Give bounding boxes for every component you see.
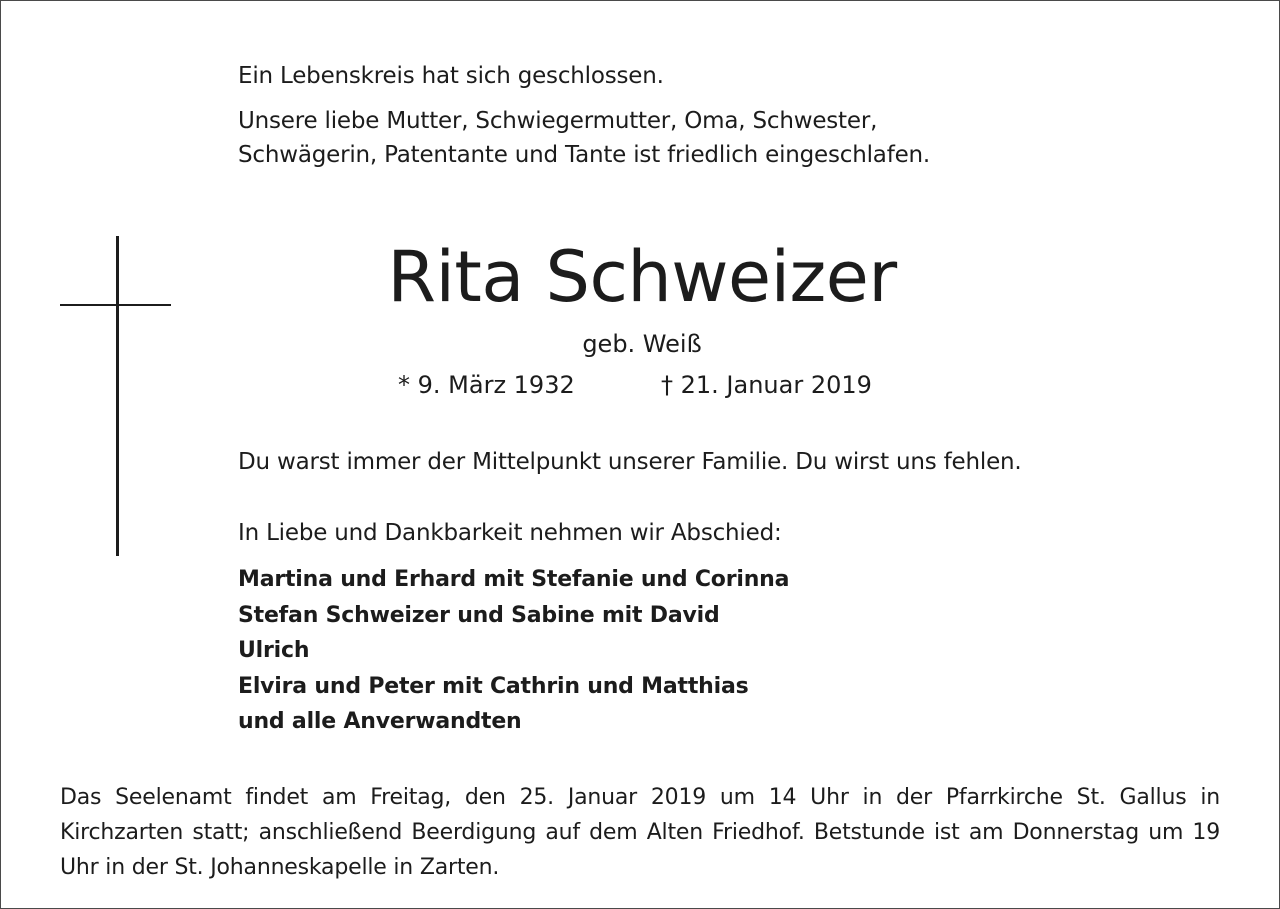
mourners-list — [238, 562, 789, 740]
intro-line-1: Ein Lebenskreis hat sich geschlossen. — [238, 63, 664, 89]
death-date: † 21. Januar 2019 — [661, 371, 872, 399]
intro-line-3: Schwägerin, Patentante und Tante ist friedlich eingeschlafen. — [238, 142, 931, 168]
mourner-line: Elvira und Peter mit Cathrin und Matthias — [238, 673, 749, 699]
mourner-line: Stefan Schweizer und Sabine mit David — [238, 602, 720, 628]
mourner-line: Martina und Erhard mit Stefanie und Corinna — [238, 567, 790, 592]
tribute-text: Du warst immer der Mittelpunkt unserer Familie. Du wirst uns fehlen. — [238, 449, 1022, 475]
birth-date: * 9. März 1932 — [398, 371, 575, 399]
birth-name: geb. Weiß — [582, 330, 702, 358]
mourner-line: Ulrich — [238, 638, 310, 663]
deceased-name: Rita Schweizer — [387, 236, 897, 318]
intro-line-2: Unsere liebe Mutter, Schwiegermutter, Oma, Schwester, — [238, 108, 878, 134]
mourner-line: und alle Anverwandten — [238, 709, 522, 734]
funeral-notice: Das Seelenamt findet am Freitag, den 25. Januar 2019 um 14 Uhr in der Pfarrkirche St. Gallus in Kirchzarten statt; anschließend Beerdigung auf dem Alten Friedhof. Betstunde ist am Donnerstag um 19 Uhr in der St. Johanneskapelle in Zarten. — [60, 785, 1220, 880]
farewell-heading: In Liebe und Dankbarkeit nehmen wir Abschied: — [238, 520, 782, 546]
